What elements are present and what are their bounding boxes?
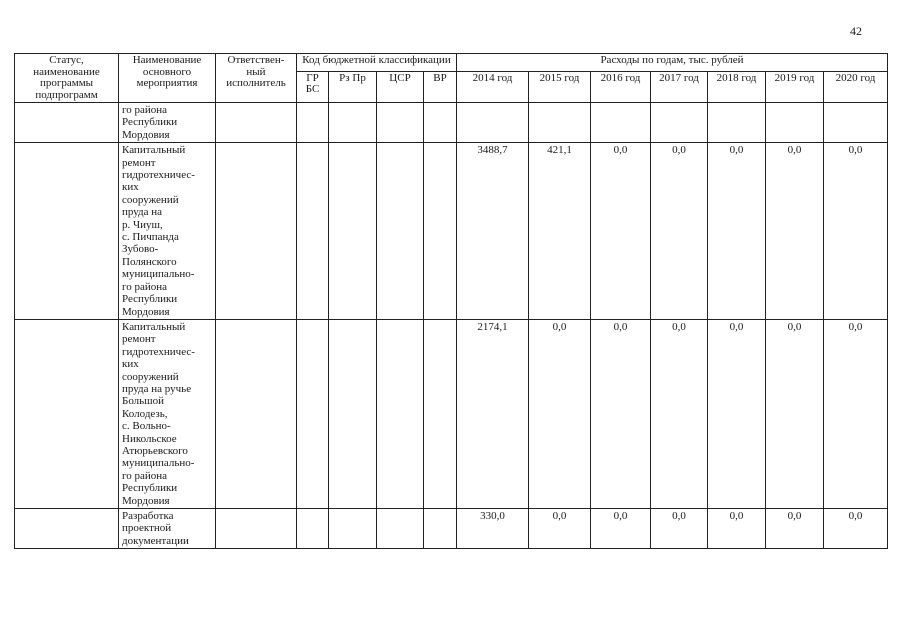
rzpr-cell (329, 103, 377, 143)
activity-name-line: Республики (122, 482, 178, 495)
expense-cell: 0,0 (651, 319, 708, 508)
vr-cell (424, 103, 457, 143)
grbs-cell (297, 103, 329, 143)
responsible-cell (216, 103, 297, 143)
expense-cell: 0,0 (591, 143, 651, 320)
responsible-cell (216, 509, 297, 549)
expense-cell: 0,0 (529, 509, 591, 549)
activity-name-line: Колодезь, (122, 407, 168, 420)
activity-name-line: Атюрьевского (122, 444, 188, 457)
header-year: 2018 год (708, 71, 766, 102)
rzpr-cell (329, 509, 377, 549)
csr-cell (377, 103, 424, 143)
expense-cell: 0,0 (708, 319, 766, 508)
table-header (15, 54, 888, 103)
rzpr-cell (329, 319, 377, 508)
activity-name-line: Полянского (122, 255, 177, 268)
header-budget-code: Код бюджетной классификации (297, 54, 457, 72)
responsible-cell (216, 143, 297, 320)
expense-cell: 2174,1 (457, 319, 529, 508)
activity-name-line: Большой (122, 395, 165, 408)
expense-cell (708, 103, 766, 143)
expense-cell: 0,0 (824, 319, 888, 508)
activity-name-cell (119, 143, 216, 320)
header-vr: ВР (424, 71, 457, 102)
expense-cell (591, 103, 651, 143)
table-body (15, 103, 888, 549)
status-cell (15, 319, 119, 508)
expense-cell: 0,0 (529, 319, 591, 508)
activity-name-line: документации (122, 534, 189, 547)
responsible-cell (216, 319, 297, 508)
activity-name-line: с. Вольно- (122, 420, 171, 433)
grbs-cell (297, 509, 329, 549)
expense-cell: 3488,7 (457, 143, 529, 320)
activity-name-cell (119, 509, 216, 549)
activity-name-line: гидротехничес- (122, 169, 195, 182)
status-cell (15, 143, 119, 320)
expense-cell (824, 103, 888, 143)
expense-cell (651, 103, 708, 143)
csr-cell (377, 143, 424, 320)
activity-name-line: муниципально- (122, 457, 195, 470)
activity-name-line: с. Пичпанда (122, 231, 179, 244)
activity-name-line: Республики (122, 116, 178, 129)
status-cell (15, 509, 119, 549)
activity-name-line: Разработка (122, 510, 174, 522)
activity-name-line: ких (122, 358, 139, 371)
activity-name-line: Мордовия (122, 494, 170, 507)
budget-table (14, 53, 888, 549)
header-csr: ЦСР (377, 71, 424, 102)
activity-name-line: ремонт (122, 333, 156, 346)
csr-cell (377, 319, 424, 508)
expense-cell: 0,0 (824, 509, 888, 549)
activity-name-line: Капитальный (122, 320, 186, 333)
activity-name-line: го района (122, 104, 168, 116)
expense-cell: 330,0 (457, 509, 529, 549)
expense-cell: 0,0 (708, 509, 766, 549)
vr-cell (424, 509, 457, 549)
activity-name-line: го района (122, 469, 168, 482)
activity-name-line: р. Чиуш, (122, 218, 163, 231)
expense-cell: 0,0 (824, 143, 888, 320)
header-status: Статус, наименование программы подпрограмм (15, 54, 119, 103)
header-grbs: ГР БС (297, 71, 329, 102)
activity-name-cell (119, 319, 216, 508)
expense-cell (529, 103, 591, 143)
page-number: 42 (850, 24, 862, 38)
expense-cell: 421,1 (529, 143, 591, 320)
expense-cell: 0,0 (766, 143, 824, 320)
activity-name-line: пруда на ручье (122, 382, 192, 395)
activity-name-line: Зубово- (122, 243, 159, 256)
activity-name-line: Никольское (122, 432, 177, 445)
header-name: Наименование основного мероприятия (119, 54, 216, 103)
expense-cell (766, 103, 824, 143)
header-year: 2020 год (824, 71, 888, 102)
expense-cell (457, 103, 529, 143)
status-cell (15, 103, 119, 143)
table-row (15, 319, 888, 508)
activity-name-line: Капитальный (122, 144, 186, 157)
table-row (15, 509, 888, 549)
activity-name-line: проектной (122, 522, 172, 535)
table-row (15, 103, 888, 143)
grbs-cell (297, 319, 329, 508)
activity-name-line: Мордовия (122, 305, 170, 318)
expense-cell: 0,0 (766, 509, 824, 549)
header-year: 2014 год (457, 71, 529, 102)
header-year: 2017 год (651, 71, 708, 102)
expense-cell: 0,0 (591, 509, 651, 549)
activity-name-line: ремонт (122, 156, 156, 169)
activity-name-line: сооружений (122, 370, 179, 383)
activity-name-line: Мордовия (122, 128, 170, 141)
header-expenses: Расходы по годам, тыс. рублей (457, 54, 888, 72)
vr-cell (424, 319, 457, 508)
header-year: 2015 год (529, 71, 591, 102)
header-year: 2019 год (766, 71, 824, 102)
activity-name-line: гидротехничес- (122, 345, 195, 358)
header-year: 2016 год (591, 71, 651, 102)
expense-cell: 0,0 (708, 143, 766, 320)
header-responsible: Ответствен-ный исполнитель (216, 54, 297, 103)
table-row (15, 143, 888, 320)
activity-name-cell (119, 103, 216, 143)
csr-cell (377, 509, 424, 549)
expense-cell: 0,0 (766, 319, 824, 508)
rzpr-cell (329, 143, 377, 320)
header-rzpr: Рз Пр (329, 71, 377, 102)
expense-cell: 0,0 (651, 143, 708, 320)
activity-name-line: ких (122, 181, 139, 194)
activity-name-line: муниципально- (122, 268, 195, 281)
vr-cell (424, 143, 457, 320)
activity-name-line: Республики (122, 293, 178, 306)
expense-cell: 0,0 (591, 319, 651, 508)
activity-name-line: сооружений (122, 193, 179, 206)
expense-cell: 0,0 (651, 509, 708, 549)
grbs-cell (297, 143, 329, 320)
activity-name-line: го района (122, 280, 168, 293)
activity-name-line: пруда на (122, 206, 163, 219)
